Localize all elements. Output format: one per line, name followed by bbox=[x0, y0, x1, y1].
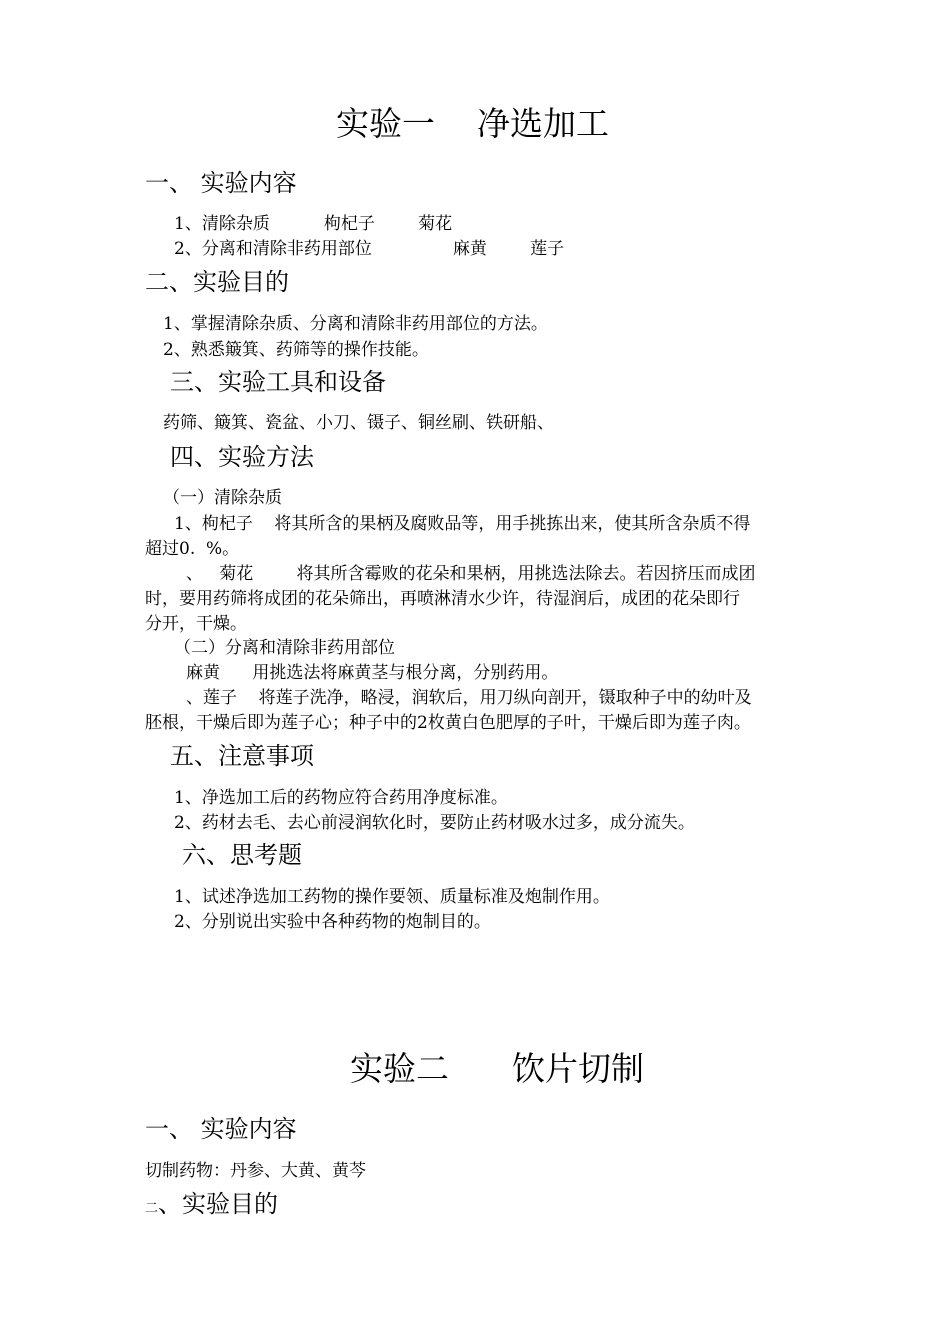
exp1-method-chrysanthemum-line-1: 、 菊花 将其所含霉败的花朵和果柄，用挑选法除去。若因挤压而成团 bbox=[186, 564, 756, 584]
exp1-method-lotus-line-2: 胚根，干燥后即为莲子心；种子中的2枚黄白色肥厚的子叶，干燥后即为莲子肉。 bbox=[145, 713, 751, 733]
exp1-section4-subheading-2: （二）分离和清除非药用部位 bbox=[174, 638, 395, 658]
exp1-section2-item-2: 2、熟悉簸箕、药筛等的操作技能。 bbox=[163, 340, 429, 360]
exp2-section1-heading: 一、 实验内容 bbox=[145, 1115, 297, 1143]
exp2-section2-heading bbox=[145, 1192, 278, 1216]
exp1-section2-heading: 二、实验目的 bbox=[145, 268, 289, 296]
exp1-section5-item-1: 1、净选加工后的药物应符合药用净度标准。 bbox=[174, 788, 508, 808]
exp2-title: 实验二 饮片切制 bbox=[350, 1049, 644, 1088]
exp1-section3-text: 药筛、簸箕、瓷盆、小刀、镊子、铜丝刷、铁研船、 bbox=[163, 413, 554, 433]
exp1-section6-heading: 六、思考题 bbox=[182, 841, 302, 869]
exp1-section5-item-2: 2、药材去毛、去心前浸润软化时，要防止药材吸水过多，成分流失。 bbox=[174, 813, 695, 833]
exp1-method-chrysanthemum-line-2: 时，要用药筛将成团的花朵筛出，再喷淋清水少许，待湿润后，成团的花朵即行 bbox=[145, 589, 740, 609]
exp1-section6-item-2: 2、分别说出实验中各种药物的炮制目的。 bbox=[174, 912, 491, 932]
exp1-section3-heading: 三、实验工具和设备 bbox=[170, 368, 386, 396]
exp1-section5-heading: 五、注意事项 bbox=[170, 742, 314, 770]
exp1-title: 实验一 净选加工 bbox=[336, 104, 609, 143]
exp1-method-lotus-line-1: 、莲子 将莲子洗净，略浸，润软后，用刀纵向剖开，镊取种子中的幼叶及 bbox=[186, 688, 752, 708]
exp1-section1-item-1: 1、清除杂质 枸杞子 菊花 bbox=[174, 214, 453, 234]
exp2-section2-heading-number: 二 bbox=[145, 1201, 159, 1216]
exp1-section2-item-1: 1、掌握清除杂质、分离和清除非药用部位的方法。 bbox=[163, 314, 548, 334]
exp1-section1-item-2: 2、分离和清除非药用部位 麻黄 莲子 bbox=[174, 239, 565, 259]
exp1-method-goji-line-1: 1、枸杞子 将其所含的果柄及腐败品等，用手挑拣出来，使其所含杂质不得 bbox=[174, 514, 751, 534]
exp2-section1-text: 切制药物：丹参、大黄、黄芩 bbox=[145, 1161, 366, 1181]
exp1-method-goji-line-2: 超过0. %。 bbox=[145, 539, 240, 559]
exp1-section6-item-1: 1、试述净选加工药物的操作要领、质量标准及炮制作用。 bbox=[174, 887, 610, 907]
exp1-method-chrysanthemum-line-3: 分开，干燥。 bbox=[145, 614, 247, 634]
exp1-method-ephedra: 麻黄 用挑选法将麻黄茎与根分离，分别药用。 bbox=[186, 663, 559, 683]
exp1-section1-heading: 一、 实验内容 bbox=[145, 169, 297, 197]
exp1-section4-heading: 四、实验方法 bbox=[170, 443, 314, 471]
exp2-section2-heading-text: 、实验目的 bbox=[158, 1190, 279, 1218]
exp1-section4-subheading-1: （一）清除杂质 bbox=[163, 488, 282, 508]
